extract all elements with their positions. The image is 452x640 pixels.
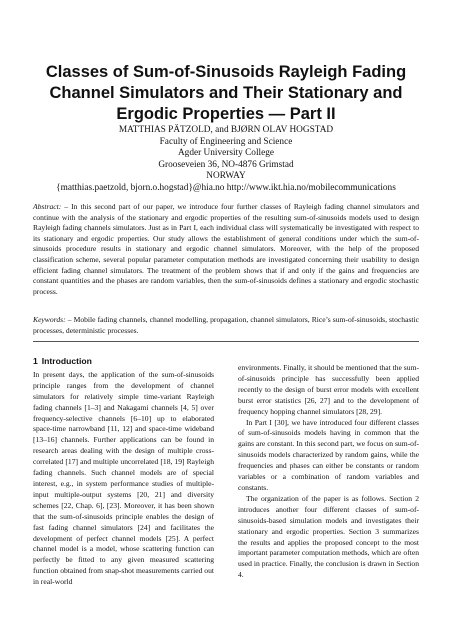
affiliation-line: Grooseveien 36, NO-4876 Grimstad (158, 159, 294, 170)
section-divider (33, 341, 419, 342)
keywords-label: Keywords: (33, 315, 66, 324)
contact-line: {matthias.paetzold, bjorn.o.hogstad}@hia.no http://www.ikt.hia.no/mobilecommunications (56, 182, 396, 193)
affiliation-line: NORWAY (206, 171, 246, 181)
right-column (238, 363, 419, 581)
section-number: 1 (33, 356, 38, 366)
part-one-paragraph: In Part I [30], we have introduced four different classes of sum-of-sinusoids models having in common that the gains are constant. In this second part, we focus on sum-of-sinusoids models characterized by random gains, while the frequencies and phases can either be constants or random variables or a combination of random variables and constants. (238, 417, 419, 492)
affiliation-line: Agder University College (177, 148, 275, 158)
section-title: Introduction (41, 356, 92, 366)
paper-title: Classes of Sum-of-Sinusoids Rayleigh Fading Channel Simulators and Their Stationary and Ergodic Properties — Part II (45, 63, 407, 123)
organization-paragraph: The organization of the paper is as follows. Section 2 introduces another four different classes of sum-of-sinusoids-based simulation models and investigates their stationary and ergodic properties. Section 3 summarizes the results and applies the proposed concept to the most important parameter computation methods, which are often used in practice. Finally, the conclusion is drawn in Section 4. (238, 493, 419, 580)
keywords (33, 315, 419, 336)
section-heading (33, 356, 214, 367)
author-names: MATTHIAS PÄTZOLD, and BJØRN OLAV HOGSTAD (118, 125, 334, 135)
author-block (30, 125, 422, 194)
affiliation-line: Faculty of Engineering and Science (159, 136, 293, 147)
intro-paragraph-continued: environments. Finally, it should be mentioned that the sum-of-sinusoids principle has successfully been applied recently to the design of burst error models with excellent burst error statistics [26, 27] and to the development of frequency hopping channel simulators [28, 29]. (238, 363, 419, 416)
intro-paragraph: In present days, the application of the sum-of-sinusoids principle ranges from the development of channel simulators for relatively simple time-variant Rayleigh fading channels [1–3] and Nakagami channels [4, 5] over frequency-selective channels [6–10] up to elaborated space-time narrowband [11, 12] and space-time wideband [13–16] channels. Further applications can be found in research areas dealing with the design of multiple cross-correlated [17] and multiple uncorrelated [18, 19] Rayleigh fading channels. Such channel models are of special interest, e.g., in system performance studies of multiple-input multiple-output systems [20, 21] and diversity schemes [22, Chap. 6], [23]. Moreover, it has been shown that the sum-of-sinusoids principle enables the design of fast fading channel simulators [24] and facilitates the development of perfect channel models [25]. A perfect channel model is a model, whose scattering function can perfectly be fitted to any given measured scattering function obtained from snap-shot measurements carried out in real-world (33, 369, 214, 587)
abstract-text: – In this second part of our paper, we introduce four further classes of Rayleigh fading channel simulators and continue with the analysis of the stationary and ergodic properties of the resulting sum-of-sinusoids models used to design Rayleigh fading channels simulators. Just as in Part I, each individual class will systematically be investigated with respect to its stationary and ergodic properties. Our study allows the establishment of general conditions under which the sum-of-sinusoids procedure results in stationary and ergodic channel simulators. Moreover, with the help of the proposed classification scheme, several popular parameter computation methods are investigated concerning their usability to design efficient fading channel simulators. The treatment of the problem shows that if and only if the gains and frequencies are constant quantities and the phases are random variables, then the sum-of-sinusoids defines a stationary and ergodic stochastic process. (33, 202, 419, 296)
keywords-text: – Mobile fading channels, channel modelling, propagation, channel simulators, Rice’s sum-of-sinusoids, stochastic processes, deterministic processes. (33, 315, 419, 335)
abstract (33, 202, 419, 297)
abstract-label: Abstract: (33, 202, 62, 211)
left-column (33, 356, 214, 588)
